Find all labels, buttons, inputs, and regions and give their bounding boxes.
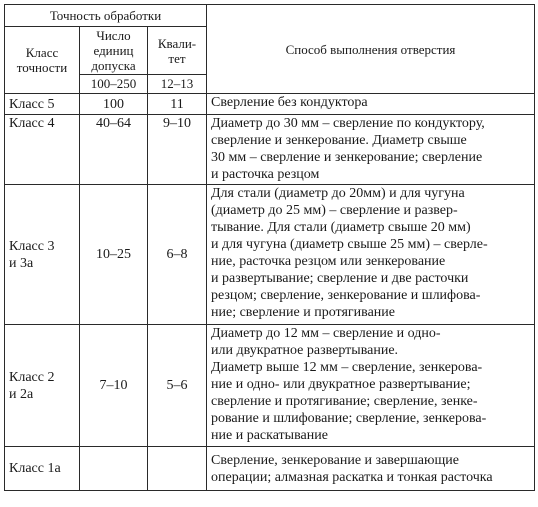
units-cell xyxy=(80,447,148,491)
quality-header: Квали- тет xyxy=(148,27,207,75)
table-row xyxy=(5,447,535,491)
method-cell: Сверление, зенкерование и завершающие операции; алмазная раскатка и тонкая расточка xyxy=(207,447,535,491)
quality-cell xyxy=(148,447,207,491)
table-row xyxy=(5,94,535,115)
quality-cell: 6–8 xyxy=(148,185,207,325)
method-cell: Диаметр до 30 мм – сверление по кондуктору, сверление и зенкерование. Диаметр свыше 30 мм – сверление и зенкерование; сверление и расточка резцом xyxy=(207,115,535,185)
units-cell: 100 xyxy=(80,94,148,115)
accuracy-table-container xyxy=(4,4,534,491)
table-row xyxy=(5,115,535,185)
hole-accuracy-table xyxy=(4,4,535,491)
method-cell: Сверление без кондуктора xyxy=(207,94,535,115)
table-row xyxy=(5,185,535,325)
units-header: Число единиц допуска xyxy=(80,27,148,75)
class-header: Класс точности xyxy=(5,27,80,94)
class-cell: Класс 4 xyxy=(5,115,80,185)
method-header: Способ выполнения отверстия xyxy=(207,5,535,94)
class-cell: Класс 3 и 3а xyxy=(5,185,80,325)
quality-range: 12–13 xyxy=(148,75,207,94)
method-cell: Диаметр до 12 мм – сверление и одно- или двукратное развертывание. Диаметр выше 12 мм – сверление, зенкерова- ние и одно- или двукратное развертывание; сверление и протягивание; сверление, зенке- рование и шлифование; сверление, зенкерова- ние и раскатывание xyxy=(207,325,535,447)
units-cell: 7–10 xyxy=(80,325,148,447)
header-row-top xyxy=(5,5,535,27)
units-cell: 40–64 xyxy=(80,115,148,185)
units-range: 100–250 xyxy=(80,75,148,94)
quality-cell: 5–6 xyxy=(148,325,207,447)
method-cell: Для стали (диаметр до 20мм) и для чугуна (диаметр до 25 мм) – сверление и развер- тывание. Для стали (диаметр свыше 20 мм) и для чугуна (диаметр свыше 25 мм) – сверле- ние, расточка резцом или зенкерование и развертывание; сверление и две расточки резцом; сверление, зенкерование и шлифова- ние; сверление и протягивание xyxy=(207,185,535,325)
quality-cell: 9–10 xyxy=(148,115,207,185)
class-cell: Класс 2 и 2а xyxy=(5,325,80,447)
units-cell: 10–25 xyxy=(80,185,148,325)
table-row xyxy=(5,325,535,447)
class-cell: Класс 1а xyxy=(5,447,80,491)
quality-cell: 11 xyxy=(148,94,207,115)
class-cell: Класс 5 xyxy=(5,94,80,115)
accuracy-header: Точность обработки xyxy=(5,5,207,27)
